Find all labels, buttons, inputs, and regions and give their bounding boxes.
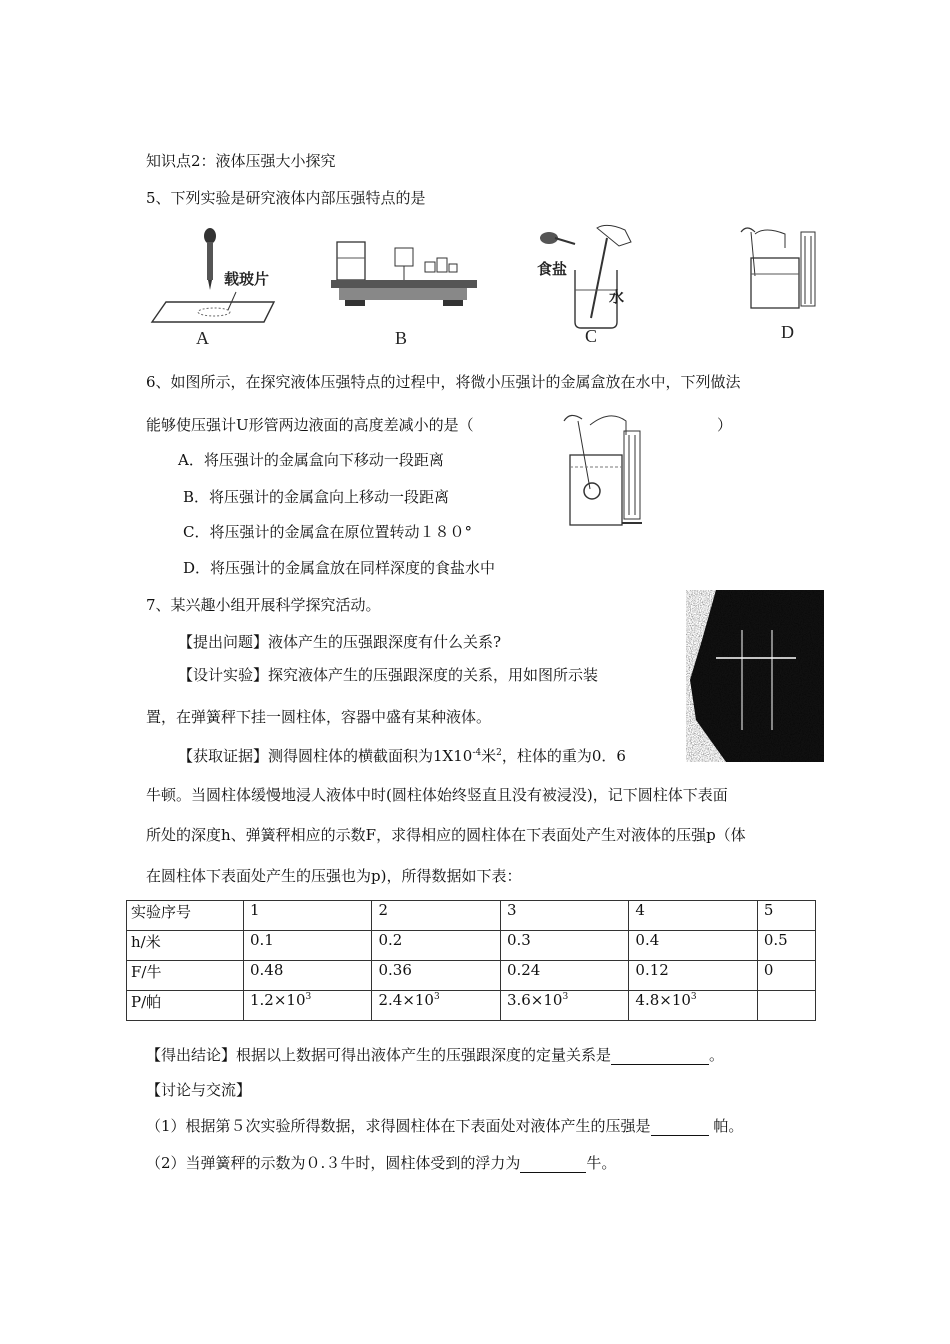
table-cell: 0 bbox=[757, 961, 815, 991]
table-cell: 4 bbox=[629, 901, 757, 931]
figure-a-label: A bbox=[196, 328, 209, 347]
table-cell: 0.12 bbox=[629, 961, 757, 991]
figure-a-text: 载玻片 bbox=[224, 270, 270, 288]
question-6-figure-manometer bbox=[560, 405, 685, 530]
table-row bbox=[127, 901, 816, 931]
table-cell: 0.36 bbox=[372, 961, 500, 991]
table-cell: 0.3 bbox=[500, 931, 628, 961]
table-cell: 实验序号 bbox=[127, 901, 244, 931]
question-6-option-c: C．将压强计的金属盒在原位置转动１８０° bbox=[183, 523, 472, 541]
answer-blank[interactable] bbox=[520, 1156, 586, 1173]
question-6-bracket-close: ） bbox=[717, 416, 733, 434]
question-7-paragraph-line1: 牛顿。当圆柱体缓慢地浸人液体中时(圆柱体始终竖直且没有被浸没)，记下圆柱体下表面 bbox=[146, 786, 728, 804]
table-row bbox=[127, 931, 816, 961]
question-7-design-line1: 【设计实验】探究液体产生的压强跟深度的关系，用如图所示装 bbox=[178, 666, 599, 684]
question-7-ask: 【提出问题】液体产生的压强跟深度有什么关系? bbox=[178, 633, 502, 651]
question-7-conclusion: 【得出结论】根据以上数据可得出液体产生的压强跟深度的定量关系是 。 bbox=[146, 1046, 725, 1064]
question-7-design-line2: 置，在弹簧秤下挂一圆柱体，容器中盛有某种液体。 bbox=[146, 708, 492, 726]
question-7-evidence: 【获取证据】测得圆柱体的横截面积为$1X10^{-4}$米$^2$，柱体的重为0．6 bbox=[178, 747, 626, 765]
data-table bbox=[126, 900, 816, 1021]
figure-b-label: B bbox=[395, 328, 408, 347]
table-cell: $4.8\times 10^3$ bbox=[629, 991, 757, 1021]
figure-c-salt-text: 食盐 bbox=[537, 260, 568, 278]
question-6-option-b: B．将压强计的金属盒向上移动一段距离 bbox=[183, 488, 450, 506]
table-cell: 0.2 bbox=[372, 931, 500, 961]
table-cell: $3.6\times 10^3$ bbox=[500, 991, 628, 1021]
table-cell: P/帕 bbox=[127, 991, 244, 1021]
table-cell: 2 bbox=[372, 901, 500, 931]
figure-d-manometer bbox=[735, 218, 825, 348]
table-cell: 0.5 bbox=[757, 931, 815, 961]
question-6-stem-line2: 能够使压强计U形管两边液面的高度差减小的是（ bbox=[146, 416, 474, 434]
table-cell bbox=[757, 991, 815, 1021]
question-7-sub2: （2）当弹簧秤的示数为０.３牛时，圆柱体受到的浮力为 牛。 bbox=[146, 1154, 617, 1172]
table-row bbox=[127, 991, 816, 1021]
question-6-stem-line1: 6、如图所示，在探究液体压强特点的过程中，将微小压强计的金属盒放在水中，下列做法 bbox=[146, 373, 741, 391]
figure-c-label: C bbox=[585, 326, 598, 346]
figure-d-label: D bbox=[781, 322, 794, 342]
table-cell: $1.2\times 10^3$ bbox=[244, 991, 372, 1021]
answer-blank[interactable] bbox=[611, 1048, 709, 1065]
answer-blank[interactable] bbox=[651, 1119, 709, 1136]
question-7-figure-spring-scale bbox=[686, 590, 824, 762]
question-7-discuss: 【讨论与交流】 bbox=[146, 1081, 252, 1099]
question-7-stem: 7、某兴趣小组开展科学探究活动。 bbox=[146, 596, 381, 614]
table-cell: $2.4\times 10^3$ bbox=[372, 991, 500, 1021]
table-cell: 0.1 bbox=[244, 931, 372, 961]
figure-a-dropper-slide bbox=[144, 222, 279, 347]
table-cell: 0.24 bbox=[500, 961, 628, 991]
question-7-paragraph-line3: 在圆柱体下表面处产生的压强也为p)，所得数据如下表： bbox=[146, 867, 522, 885]
figure-b-balance bbox=[325, 222, 485, 347]
section-title: 知识点2：液体压强大小探究 bbox=[146, 152, 336, 170]
table-cell: 5 bbox=[757, 901, 815, 931]
table-cell: 3 bbox=[500, 901, 628, 931]
question-6-option-d: D．将压强计的金属盒放在同样深度的食盐水中 bbox=[183, 559, 496, 577]
figure-c-water-text: 水 bbox=[609, 288, 625, 306]
table-cell: 0.48 bbox=[244, 961, 372, 991]
table-cell: h/米 bbox=[127, 931, 244, 961]
table-cell: 0.4 bbox=[629, 931, 757, 961]
figure-c-beaker-salt bbox=[535, 218, 655, 348]
question-7-sub1: （1）根据第５次实验所得数据，求得圆柱体在下表面处对液体产生的压强是 帕。 bbox=[146, 1117, 744, 1135]
question-6-option-a: A．将压强计的金属盒向下移动一段距离 bbox=[178, 451, 444, 469]
table-row bbox=[127, 961, 816, 991]
question-5-stem: 5、下列实验是研究液体内部压强特点的是 bbox=[146, 189, 426, 207]
table-cell: 1 bbox=[244, 901, 372, 931]
table-cell: F/牛 bbox=[127, 961, 244, 991]
question-7-paragraph-line2: 所处的深度h、弹簧秤相应的示数F，求得相应的圆柱体在下表面处产生对液体的压强p（体 bbox=[146, 826, 746, 844]
